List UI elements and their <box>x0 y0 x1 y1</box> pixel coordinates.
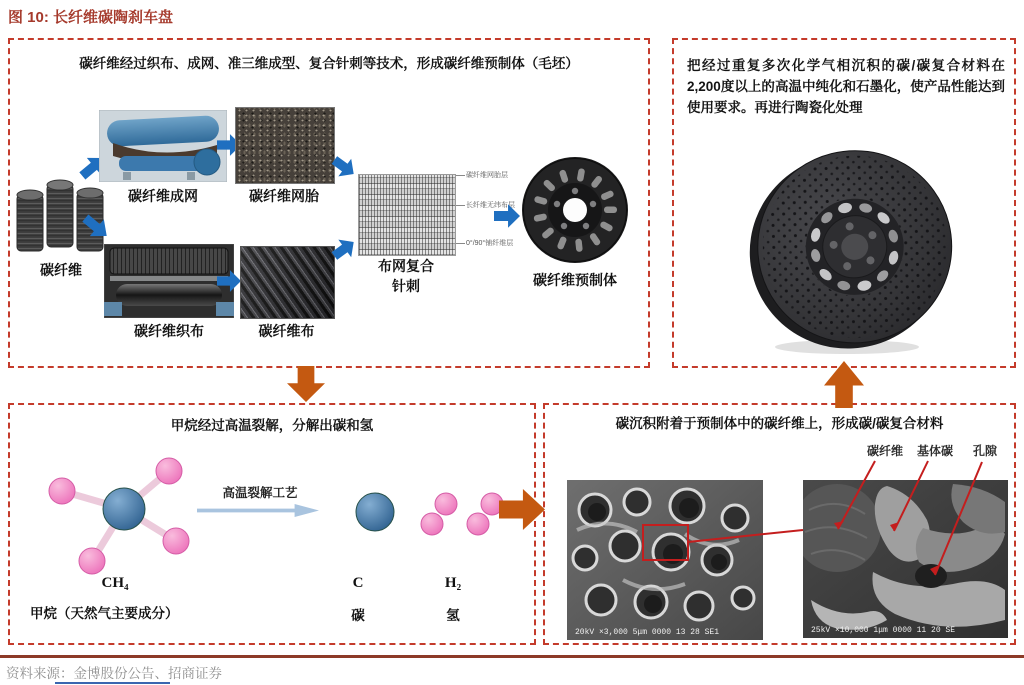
web-machine-label: 碳纤维成网 <box>128 190 198 205</box>
source-text: 资料来源：金博股份公告、招商证券 <box>6 666 222 681</box>
layer-note-ply <box>456 240 513 248</box>
layer-note-felt <box>456 172 508 180</box>
preform-header: 碳纤维经过织布、成网、准三维成型、复合针刺等技术，形成碳纤维预制体（毛坯） <box>79 56 579 71</box>
sem-micrograph-left-image <box>567 480 763 640</box>
carbon-cloth-image <box>240 246 335 319</box>
process-label: 高温裂解工艺 <box>222 486 298 500</box>
leader-tick-icon <box>456 243 465 244</box>
layer-note-text: 碳纤维网胎层 <box>466 172 508 179</box>
c-formula: C <box>352 575 364 591</box>
carbon-atom-image <box>354 491 396 533</box>
hydrogen-molecules-image <box>412 489 512 545</box>
leader-tick-icon <box>456 175 465 176</box>
carbon-fiber-rolls-image <box>16 177 106 257</box>
preform-label: 碳纤维预制体 <box>533 274 617 289</box>
needling-label-line2: 针刺 <box>392 279 420 295</box>
h2-formula: H₂ <box>444 575 462 591</box>
weaving-machine-image <box>104 244 234 318</box>
sem-left-caption: 20kV ×3,000 5μm 0000 13 28 SE1 <box>575 628 720 637</box>
cloth-label: 碳纤维布 <box>258 325 315 340</box>
fiber-felt-image <box>235 107 335 184</box>
deposition-header: 碳沉积附着于预制体中的碳纤维上，形成碳/碳复合材料 <box>615 416 944 431</box>
sem-right-caption: 25kV ×10,000 1μm 0000 11 20 SE <box>811 626 956 635</box>
h2-name: 氢 <box>446 608 460 623</box>
cvd-description: 把经过重复多次化学气相沉积的碳/碳复合材料在2,200度以上的高温中纯化和石墨化，使产品性能达到使用要求。再进行陶瓷化处理 <box>687 58 1005 115</box>
cvd-panel <box>672 38 1016 368</box>
figure-title: 图 10: 长纤维碳陶刹车盘 <box>8 9 174 26</box>
ch4-formula: CH₄ <box>101 575 129 591</box>
deposition-panel <box>543 403 1016 645</box>
needling-label <box>354 258 458 297</box>
pore-annotation-label: 孔隙 <box>973 444 998 458</box>
web-forming-machine-image <box>99 110 227 182</box>
pyrolysis-header: 甲烷经过高温裂解，分解出碳和氢 <box>170 418 374 433</box>
sem-micrograph-right-image <box>803 480 1008 638</box>
preform-panel <box>8 38 650 368</box>
ch4-molecule-image <box>32 447 197 577</box>
felt-label: 碳纤维网胎 <box>249 190 319 205</box>
pyrolysis-panel <box>8 403 536 645</box>
fiber-annotation-label: 碳纤维 <box>867 444 904 458</box>
reaction-arrow-icon <box>197 504 319 517</box>
c-name: 碳 <box>351 608 365 623</box>
source-link-underline <box>55 682 170 684</box>
flow-arrow-down-icon <box>287 366 325 402</box>
footer-rule <box>0 655 1024 658</box>
matrix-annotation-label: 基体碳 <box>917 444 954 458</box>
needled-layer-stack-image <box>358 174 456 256</box>
raw-fiber-label: 碳纤维 <box>40 264 82 279</box>
layer-note-uni <box>456 202 515 210</box>
weaving-label: 碳纤维织布 <box>134 325 204 340</box>
ch4-name: 甲烷（天然气主要成分） <box>30 606 179 621</box>
needling-label-line1: 布网复合 <box>378 260 434 275</box>
leader-tick-icon <box>456 205 465 206</box>
layer-note-text: 0°/90°铺纤维层 <box>466 240 514 247</box>
fiber-preform-disc-image <box>520 154 630 266</box>
flow-arrow-up-icon <box>824 361 864 408</box>
layer-note-text: 长纤维无纬布层 <box>466 202 515 209</box>
carbon-ceramic-brake-disc-image <box>747 140 962 358</box>
